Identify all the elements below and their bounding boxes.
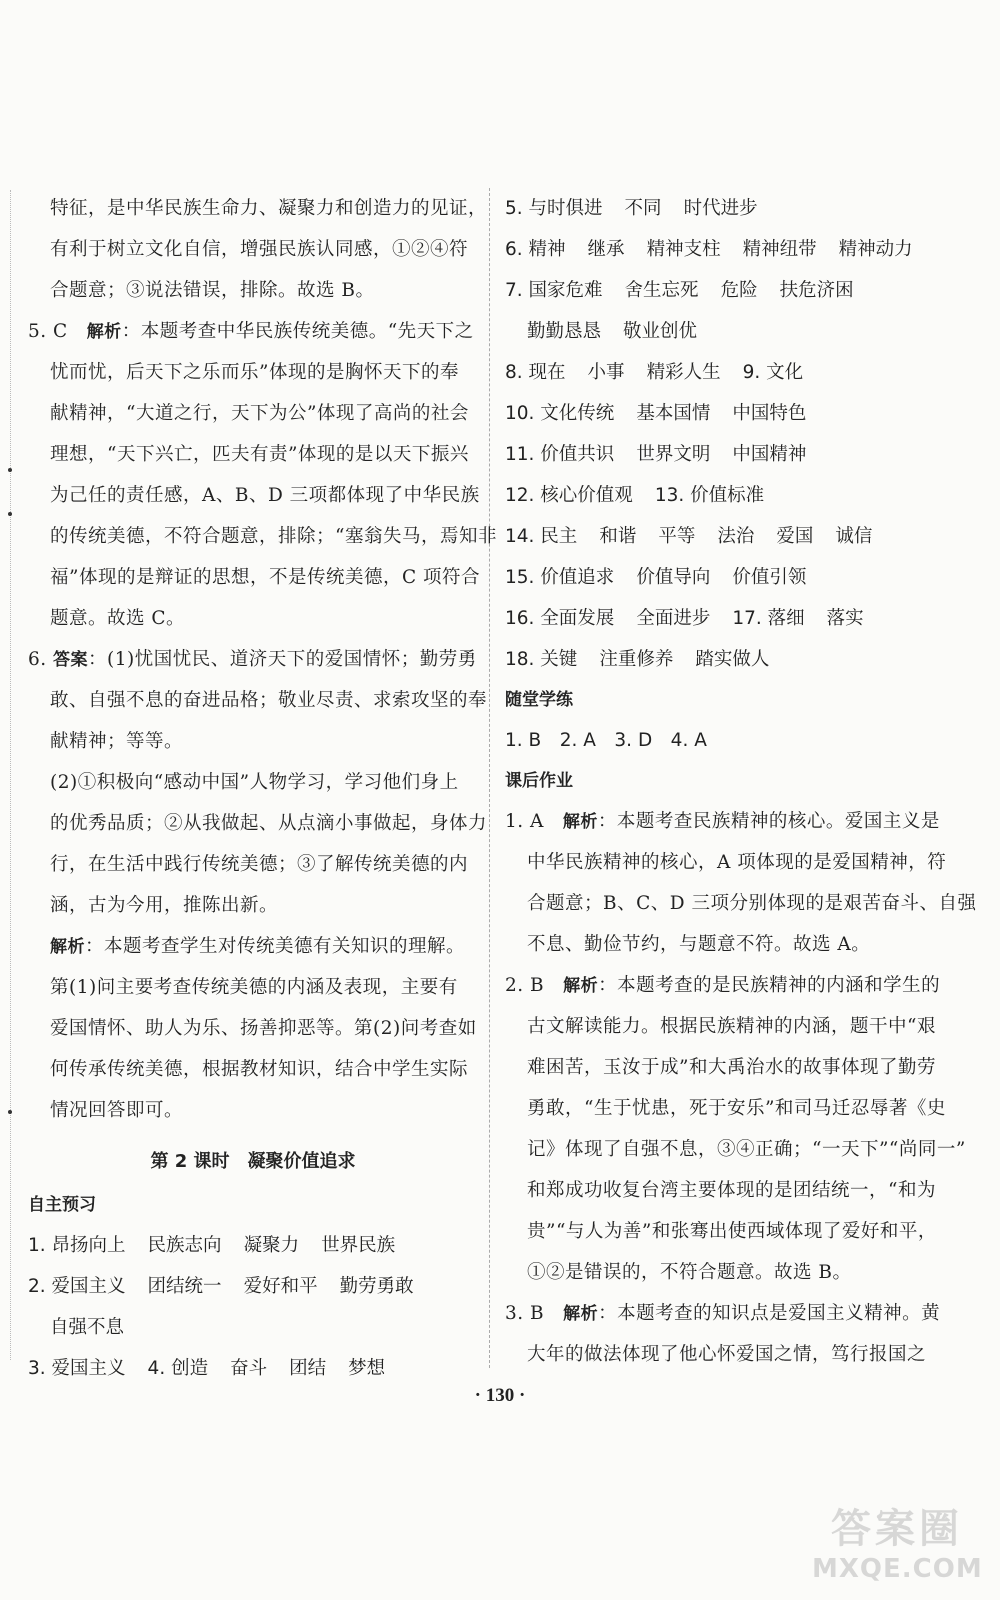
line-text: 行，在生活中践行传统美德；③了解传统美德的内 <box>50 854 469 875</box>
answer-term: 15. 价值追求 <box>505 567 615 588</box>
answer-label: 解析 <box>563 1304 599 1324</box>
answer-term: 不同 <box>624 198 662 219</box>
binding-mark <box>8 1110 12 1114</box>
answer-term: 1. 昂扬向上 <box>28 1235 126 1256</box>
answer-row <box>505 434 960 475</box>
watermark-bottom: MXQE.COM <box>812 1554 983 1584</box>
line-text: 合题意；B、C、D 三项分别体现的是艰苦奋斗、自强 <box>527 893 977 914</box>
line-text: 贵”“与人为善”和张骞出使西域体现了爱好和平， <box>527 1221 937 1242</box>
text-line <box>28 1049 478 1090</box>
item-number: 1. A <box>505 811 563 832</box>
page-number: · 130 · <box>474 1385 526 1406</box>
answer-term: 诚信 <box>835 526 873 547</box>
answer-row <box>505 352 960 393</box>
text-line <box>505 801 960 842</box>
answer-term: 精神纽带 <box>742 239 817 260</box>
left-margin-rule <box>10 190 11 1360</box>
text-line <box>505 1252 960 1293</box>
answer-row <box>505 188 960 229</box>
answer-term: 5. 与时俱进 <box>505 198 603 219</box>
answer-term: 10. 文化传统 <box>505 403 615 424</box>
line-text: ：本题考查民族精神的核心。爱国主义是 <box>597 811 940 832</box>
line-text: 涵，古为今用，推陈出新。 <box>50 895 279 916</box>
answer-term: 勤劳勇敢 <box>339 1276 414 1297</box>
section-heading-preview: 自主预习 <box>28 1195 96 1215</box>
text-line <box>505 1334 960 1375</box>
lesson-title: 第 2 课时 凝聚价值追求 <box>150 1151 356 1172</box>
answer-term: 危险 <box>720 280 758 301</box>
answer-term: 敬业创优 <box>623 321 698 342</box>
answer-term: 精彩人生 <box>646 362 721 383</box>
item-number: 2. B <box>505 975 564 996</box>
text-line <box>505 1047 960 1088</box>
line-text: 中华民族精神的核心，A 项体现的是爱国精神，符 <box>527 852 947 873</box>
answer-term: 平等 <box>658 526 696 547</box>
answer-term: 团结 <box>289 1358 327 1379</box>
answer-term: 世界民族 <box>321 1235 396 1256</box>
line-text: 情况回答即可。 <box>50 1100 184 1121</box>
answer-term: 民族志向 <box>147 1235 222 1256</box>
text-line <box>28 844 478 885</box>
answer-row <box>505 475 960 516</box>
line-text: ：本题考查学生对传统美德有关知识的理解。 <box>85 936 466 957</box>
line-text: 献精神；等等。 <box>50 731 184 752</box>
answer-label: 解析 <box>562 812 598 832</box>
text-line <box>28 598 478 639</box>
answer-term: 18. 关键 <box>505 649 578 670</box>
answer-label: 解析 <box>86 322 122 342</box>
answer-term: 基本国情 <box>636 403 711 424</box>
text-line <box>28 188 488 229</box>
text-line <box>28 639 478 680</box>
answer-term: 2. 爱国主义 <box>28 1276 126 1297</box>
line-text: 记》体现了自强不息，③④正确；“一天下”“尚同一” <box>527 1139 966 1160</box>
item-number: 3. B <box>505 1303 564 1324</box>
line-text: 献精神，“大道之行，天下为公”体现了高尚的社会 <box>50 403 469 424</box>
text-line <box>28 721 478 762</box>
answer-row <box>505 393 960 434</box>
text-line <box>505 842 960 883</box>
answer-term: 继承 <box>587 239 625 260</box>
text-line <box>28 352 478 393</box>
answer-term: 中国特色 <box>732 403 807 424</box>
answer-term: 16. 全面发展 <box>505 608 615 629</box>
text-line <box>505 1293 960 1334</box>
line-text: 忧而忧，后天下之乐而乐”体现的是胸怀天下的奉 <box>50 362 459 383</box>
answer-label: 解析 <box>563 976 599 996</box>
binding-mark <box>8 512 12 516</box>
answer-row <box>505 598 960 639</box>
text-line <box>28 516 497 557</box>
text-line <box>505 1006 960 1047</box>
text-line <box>28 434 478 475</box>
answer-row <box>505 270 960 311</box>
answer-term: 价值引领 <box>732 567 807 588</box>
answer-term: 价值导向 <box>636 567 711 588</box>
line-text: 的传统美德，不符合题意，排除；“塞翁失马，焉知非 <box>50 526 497 547</box>
line-text: 理想，“天下兴亡，匹夫有责”体现的是以天下振兴 <box>50 444 469 465</box>
answer-term: 时代进步 <box>683 198 758 219</box>
text-line <box>28 270 478 311</box>
answer-row <box>505 557 960 598</box>
answer-row <box>28 1225 478 1266</box>
answer-term: 和谐 <box>599 526 637 547</box>
line-text: ：本题考查的是民族精神的内涵和学生的 <box>598 975 941 996</box>
text-line <box>505 1211 960 1252</box>
answer-term: 注重修养 <box>599 649 674 670</box>
line-text: ：本题考查的知识点是爱国主义精神。黄 <box>598 1303 941 1324</box>
answer-term: 中国精神 <box>732 444 807 465</box>
line-text: ：(1)忧国忧民、道济天下的爱国情怀；勤劳勇 <box>88 649 477 670</box>
in-class-answers: 1. B 2. A 3. D 4. A <box>505 730 707 751</box>
answer-term: 11. 价值共识 <box>505 444 615 465</box>
answer-term: 踏实做人 <box>695 649 770 670</box>
answer-row <box>505 516 960 557</box>
text-line <box>28 1008 478 1049</box>
answer-term: 团结统一 <box>147 1276 222 1297</box>
line-text: 不息、勤俭节约，与题意不符。故选 A。 <box>527 934 871 955</box>
line-text: ：本题考查中华民族传统美德。“先天下之 <box>121 321 474 342</box>
answer-term: 凝聚力 <box>243 1235 300 1256</box>
answer-term: 扶危济困 <box>779 280 854 301</box>
line-text: ①②是错误的，不符合题意。故选 B。 <box>527 1262 852 1283</box>
preview-answers-continued <box>505 188 960 680</box>
answer-term: 小事 <box>587 362 625 383</box>
text-line <box>28 967 478 1008</box>
text-line <box>505 1088 960 1129</box>
answer-term: 17. 落细 <box>732 608 805 629</box>
text-line <box>505 1129 966 1170</box>
answer-row <box>28 1307 478 1348</box>
line-text: 为己任的责任感，A、B、D 三项都体现了中华民族 <box>50 485 480 506</box>
line-text: 爱国情怀、助人为乐、扬善抑恶等。第(2)问考查如 <box>50 1018 477 1039</box>
text-line <box>28 680 488 721</box>
answer-term: 7. 国家危难 <box>505 280 603 301</box>
answer-term: 奋斗 <box>230 1358 268 1379</box>
text-line <box>28 475 478 516</box>
watermark-top: 答案圈 <box>831 1506 963 1552</box>
answer-term: 爱好和平 <box>243 1276 318 1297</box>
line-text: 古文解读能力。根据民族精神的内涵，题干中“艰 <box>527 1016 936 1037</box>
text-line <box>28 557 478 598</box>
site-watermark-logo <box>812 1497 982 1592</box>
text-line <box>28 803 488 844</box>
answer-term: 6. 精神 <box>505 239 566 260</box>
text-line <box>28 229 478 270</box>
answer-term: 梦想 <box>348 1358 386 1379</box>
answer-row <box>505 311 960 352</box>
line-text: 何传承传统美德，根据教材知识，结合中学生实际 <box>50 1059 469 1080</box>
answer-term: 法治 <box>717 526 755 547</box>
answer-row <box>28 1348 478 1389</box>
answer-term: 精神支柱 <box>646 239 721 260</box>
line-text: 特征，是中华民族生命力、凝聚力和创造力的见证， <box>50 198 488 219</box>
line-text: 勇敢，“生于忧患，死于安乐”和司马迁忍辱著《史 <box>527 1098 946 1119</box>
line-text: 合题意；③说法错误，排除。故选 B。 <box>50 280 375 301</box>
answer-row <box>28 1266 478 1307</box>
answer-term: 全面进步 <box>636 608 711 629</box>
answer-term: 4. 创造 <box>147 1358 209 1379</box>
answer-term: 自强不息 <box>50 1317 125 1338</box>
line-text: 有利于树立文化自信，增强民族认同感，①②④符 <box>50 239 469 260</box>
answer-term: 爱国 <box>776 526 814 547</box>
line-text: 题意。故选 C。 <box>50 608 186 629</box>
right-column <box>505 188 977 1375</box>
answer-term: 世界文明 <box>636 444 711 465</box>
left-column <box>28 188 497 1389</box>
line-text: 大年的做法体现了他心怀爱国之情，笃行报国之 <box>527 1344 927 1365</box>
text-line <box>28 311 478 352</box>
answer-term: 舍生忘死 <box>624 280 699 301</box>
text-line <box>505 883 977 924</box>
answer-term: 9. 文化 <box>742 362 804 383</box>
section-heading-in-class: 随堂学练 <box>505 690 573 710</box>
text-line <box>505 924 960 965</box>
answer-row <box>505 639 960 680</box>
line-text: 和郑成功收复台湾主要体现的是团结统一，“和为 <box>527 1180 936 1201</box>
answer-term: 3. 爱国主义 <box>28 1358 126 1379</box>
text-line <box>28 926 478 967</box>
text-line <box>505 1170 960 1211</box>
answer-term: 落实 <box>826 608 864 629</box>
line-text: 敢、自强不息的奋进品格；敬业尽责、求索攻坚的奉 <box>50 690 488 711</box>
answer-term: 13. 价值标准 <box>654 485 765 506</box>
line-text: 第(1)问主要考查传统美德的内涵及表现，主要有 <box>50 977 458 998</box>
answer-term: 精神动力 <box>838 239 913 260</box>
column-divider <box>489 188 490 1368</box>
answer-term: 12. 核心价值观 <box>505 485 633 506</box>
preview-answers <box>28 1225 478 1389</box>
answer-term: 勤勤恳恳 <box>527 321 602 342</box>
answer-term: 8. 现在 <box>505 362 566 383</box>
line-text: 福”体现的是辩证的思想，不是传统美德，C 项符合 <box>50 567 480 588</box>
homework-answer-text <box>505 801 977 1375</box>
text-line <box>28 1090 478 1131</box>
left-answer-text <box>28 188 497 1131</box>
line-text: (2)①积极向“感动中国”人物学习，学习他们身上 <box>50 772 459 793</box>
text-line <box>28 885 478 926</box>
answer-label: 答案 <box>53 650 89 670</box>
text-line <box>505 965 960 1006</box>
text-line <box>28 762 478 803</box>
line-text: 难困苦，玉汝于成”和大禹治水的故事体现了勤劳 <box>527 1057 936 1078</box>
section-heading-homework: 课后作业 <box>505 771 573 791</box>
binding-mark <box>8 468 12 472</box>
item-number: 5. C <box>28 321 87 342</box>
text-line <box>28 393 478 434</box>
answer-row <box>505 229 960 270</box>
line-text: 的优秀品质；②从我做起、从点滴小事做起，身体力 <box>50 813 488 834</box>
answer-label: 解析 <box>50 937 85 957</box>
item-number: 6. <box>28 649 54 670</box>
answer-term: 14. 民主 <box>505 526 578 547</box>
